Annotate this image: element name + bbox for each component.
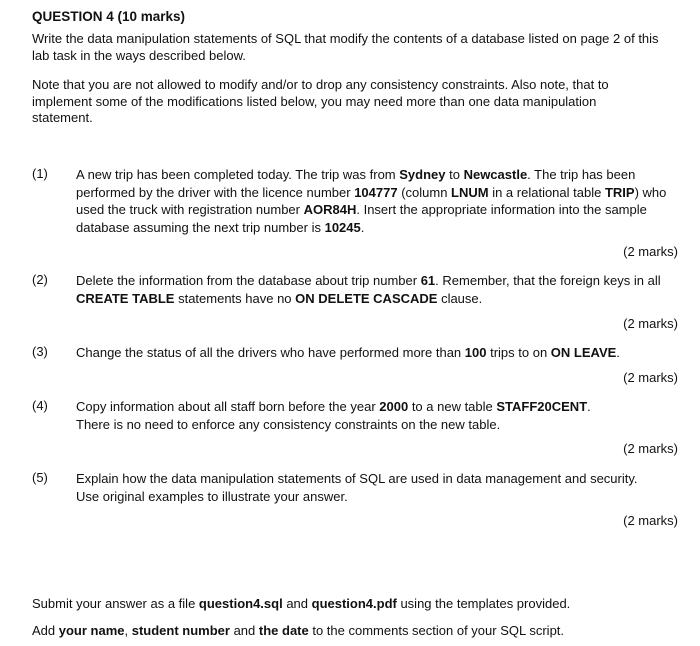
- item-5-text: [76, 470, 686, 505]
- item-number: (3): [32, 344, 48, 359]
- bold-term: TRIP: [604, 184, 635, 200]
- bold-term: ON DELETE CASCADE: [295, 290, 438, 306]
- bold-term: Sydney: [399, 167, 446, 182]
- text-run: Submit your answer as a file: [32, 596, 199, 611]
- bold-term: 61: [420, 273, 436, 288]
- text-run: and: [229, 623, 259, 638]
- text-run: ,: [124, 623, 132, 638]
- page-title: QUESTION 4 (10 marks): [32, 9, 186, 24]
- item-5-marks: (2 marks): [623, 513, 678, 528]
- intro-paragraph-2: Note that you are not allowed to modify and/or to drop any consistency constraints. Also note, that to implement some of the modifications listed below, you may need more than one data manipulation statement.: [32, 77, 609, 125]
- bold-term: CREATE TABLE: [76, 290, 175, 306]
- text-run: Add: [32, 623, 59, 638]
- item-4-text: [76, 398, 686, 433]
- text-run: A new trip has been completed today. The trip was from: [76, 167, 400, 182]
- intro-paragraph-1: Write the data manipulation statements of SQL that modify the contents of a database listed on page 2 of this lab task in the ways described below.: [32, 31, 659, 63]
- text-run: Explain how the data manipulation statements of SQL are used in data management and security.: [76, 471, 638, 486]
- item-1-text: [76, 166, 686, 236]
- bold-term: your name: [58, 623, 125, 638]
- item-1-marks: (2 marks): [623, 244, 678, 259]
- bold-term: 2000: [379, 399, 409, 414]
- text-run: ) who used the truck with registration number: [76, 184, 667, 217]
- text-run: Use original examples to illustrate your answer.: [76, 488, 348, 504]
- bold-term: question4.pdf: [311, 596, 397, 611]
- text-run: to the comments section of your SQL script.: [308, 623, 565, 638]
- text-run: trips to on: [486, 345, 551, 360]
- text-run: and: [282, 596, 312, 611]
- item-number: (2): [32, 272, 48, 287]
- bold-term: the date: [258, 623, 309, 638]
- bold-term: LNUM: [451, 184, 489, 200]
- text-run: Delete the information from the database about trip number: [76, 273, 421, 288]
- text-run: . Insert the appropriate information into the sample database assuming the next trip number is: [76, 202, 647, 235]
- text-run: clause.: [437, 290, 483, 306]
- text-run: There is no need to enforce any consistency constraints on the new table.: [76, 416, 501, 432]
- text-run: to: [445, 167, 464, 182]
- item-3-text: [76, 344, 686, 362]
- text-run: . Remember, that the foreign keys in all: [435, 273, 661, 288]
- submit-instructions: [32, 596, 570, 611]
- text-run: .: [616, 345, 620, 360]
- bold-term: student number: [131, 623, 230, 638]
- text-run: (column: [397, 184, 452, 200]
- bold-term: 10245: [324, 219, 361, 235]
- item-number: (1): [32, 166, 48, 181]
- item-4-marks: (2 marks): [623, 441, 678, 456]
- text-run: statements have no: [174, 290, 296, 306]
- bold-term: Newcastle: [463, 167, 528, 182]
- add-instructions: [32, 623, 564, 638]
- item-number: (5): [32, 470, 48, 485]
- text-run: using the templates provided.: [396, 596, 571, 611]
- text-run: in a relational table: [488, 184, 605, 200]
- text-run: .: [360, 219, 365, 235]
- bold-term: STAFF20CENT: [496, 399, 588, 414]
- bold-term: question4.sql: [198, 596, 283, 611]
- bold-term: AOR84H: [303, 202, 357, 217]
- text-run: . The trip has been performed by the driver with the licence number: [76, 167, 636, 200]
- bold-term: 104777: [354, 184, 398, 200]
- item-2-marks: (2 marks): [623, 316, 678, 331]
- text-run: Change the status of all the drivers who have performed more than: [76, 345, 465, 360]
- text-run: Copy information about all staff born before the year: [76, 399, 380, 414]
- item-2-text: [76, 272, 686, 307]
- item-number: (4): [32, 398, 48, 413]
- item-3-marks: (2 marks): [623, 370, 678, 385]
- bold-term: 100: [464, 345, 487, 360]
- text-run: to a new table: [408, 399, 497, 414]
- text-run: .: [587, 399, 591, 414]
- bold-term: ON LEAVE: [550, 345, 617, 360]
